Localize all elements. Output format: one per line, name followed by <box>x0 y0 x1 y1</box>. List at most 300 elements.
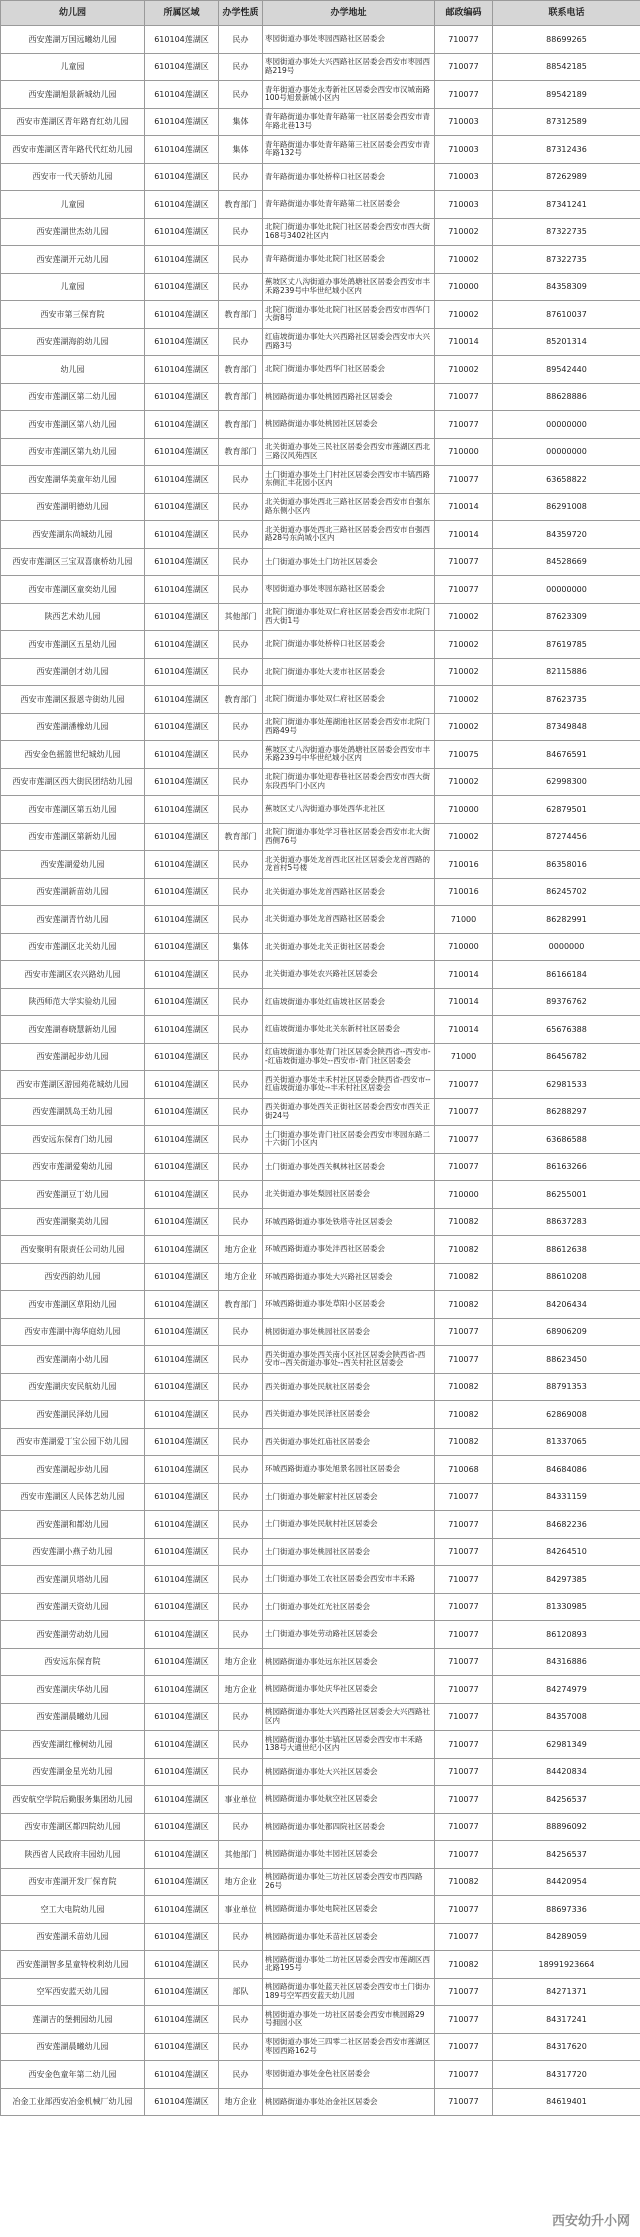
cell-postcode: 710016 <box>435 851 493 879</box>
cell-postcode: 710077 <box>435 1786 493 1814</box>
table-row <box>1 1401 640 1429</box>
cell-postcode: 710077 <box>435 1153 493 1181</box>
cell-kindergarten: 西安莲湖青竹幼儿园 <box>1 906 145 934</box>
cell-postcode: 710014 <box>435 521 493 549</box>
cell-kindergarten: 西安莲湖晨曦幼儿园 <box>1 1703 145 1731</box>
cell-district: 610104莲湖区 <box>145 851 219 879</box>
cell-school-type: 集体 <box>219 108 263 136</box>
cell-district: 610104莲湖区 <box>145 521 219 549</box>
table-row <box>1 823 640 851</box>
table-row <box>1 1841 640 1869</box>
cell-address: 北院门街道办事处桥梓口社区居委会 <box>263 631 435 659</box>
cell-postcode: 710002 <box>435 768 493 796</box>
cell-address: 环城西路街道办事处草阳小区居委会 <box>263 1291 435 1319</box>
cell-kindergarten: 空工大电院幼儿园 <box>1 1896 145 1924</box>
cell-phone: 86163266 <box>493 1153 640 1181</box>
cell-kindergarten: 西安莲湖创才幼儿园 <box>1 658 145 686</box>
cell-kindergarten: 西安莲湖春晓慧新幼儿园 <box>1 1016 145 1044</box>
cell-address: 桃园路街道办事处桃园西路社区居委会 <box>263 383 435 411</box>
cell-kindergarten: 西安莲湖旭景新城幼儿园 <box>1 81 145 109</box>
header-address: 办学地址 <box>263 1 435 26</box>
cell-phone: 89376762 <box>493 988 640 1016</box>
cell-school-type: 民办 <box>219 1428 263 1456</box>
cell-address: 北院门街道办事处莲湖池社区居委会西安市北院门西路49号 <box>263 713 435 741</box>
cell-phone: 84256537 <box>493 1841 640 1869</box>
cell-postcode: 710068 <box>435 1456 493 1484</box>
cell-school-type: 民办 <box>219 1621 263 1649</box>
cell-district: 610104莲湖区 <box>145 906 219 934</box>
cell-school-type: 民办 <box>219 1098 263 1126</box>
cell-district: 610104莲湖区 <box>145 26 219 54</box>
table-row <box>1 108 640 136</box>
cell-phone: 86120893 <box>493 1621 640 1649</box>
cell-postcode: 710077 <box>435 576 493 604</box>
cell-district: 610104莲湖区 <box>145 1318 219 1346</box>
cell-district: 610104莲湖区 <box>145 1538 219 1566</box>
cell-phone: 84256537 <box>493 1786 640 1814</box>
cell-phone: 62879501 <box>493 796 640 824</box>
cell-phone: 86245702 <box>493 878 640 906</box>
cell-district: 610104莲湖区 <box>145 1868 219 1896</box>
cell-postcode: 710014 <box>435 328 493 356</box>
cell-phone: 88896092 <box>493 1813 640 1841</box>
table-row <box>1 383 640 411</box>
cell-school-type: 集体 <box>219 136 263 164</box>
cell-district: 610104莲湖区 <box>145 1263 219 1291</box>
cell-postcode: 710077 <box>435 1758 493 1786</box>
cell-school-type: 民办 <box>219 1593 263 1621</box>
table-row <box>1 1428 640 1456</box>
cell-kindergarten: 陕西省人民政府丰园幼儿园 <box>1 1841 145 1869</box>
table-row <box>1 1538 640 1566</box>
cell-phone: 86358016 <box>493 851 640 879</box>
table-row <box>1 328 640 356</box>
cell-address: 青年街道办事处永寿新社区居委会西安市汉城南路100号旭景新城小区内 <box>263 81 435 109</box>
cell-postcode: 710000 <box>435 796 493 824</box>
table-row <box>1 466 640 494</box>
cell-address: 桃园路街道办事处航空社区居委会 <box>263 1786 435 1814</box>
cell-address: 青年路街道办事处北院门社区居委会 <box>263 246 435 274</box>
cell-kindergarten: 儿童园 <box>1 191 145 219</box>
cell-kindergarten: 西安莲湖爱幼儿园 <box>1 851 145 879</box>
cell-kindergarten: 西安市莲湖区五星幼儿园 <box>1 631 145 659</box>
cell-kindergarten: 西安莲湖禾苗幼儿园 <box>1 1923 145 1951</box>
cell-school-type: 教育部门 <box>219 301 263 329</box>
cell-address: 枣园街道办事处金色社区居委会 <box>263 2061 435 2089</box>
cell-kindergarten: 西安莲湖豆丁幼儿园 <box>1 1181 145 1209</box>
cell-school-type: 民办 <box>219 163 263 191</box>
cell-phone: 18991923664 <box>493 1951 640 1979</box>
table-row <box>1 1346 640 1374</box>
cell-school-type: 教育部门 <box>219 356 263 384</box>
cell-district: 610104莲湖区 <box>145 2088 219 2116</box>
cell-postcode: 710077 <box>435 53 493 81</box>
cell-address: 青年路街道办事处青年路第二社区居委会 <box>263 191 435 219</box>
table-row <box>1 603 640 631</box>
cell-address: 枣园街道办事处大兴西路社区居委会西安市枣园西路219号 <box>263 53 435 81</box>
cell-kindergarten: 西安市莲湖区第九幼儿园 <box>1 438 145 466</box>
cell-phone: 88791353 <box>493 1373 640 1401</box>
cell-address: 桃园路街道办事处远东社区居委会 <box>263 1648 435 1676</box>
table-row <box>1 631 640 659</box>
cell-school-type: 民办 <box>219 273 263 301</box>
cell-postcode: 710077 <box>435 1098 493 1126</box>
cell-address: 北院门街道办事处迎春巷社区居委会西安市西大街东段西华门小区内 <box>263 768 435 796</box>
cell-phone: 88623450 <box>493 1346 640 1374</box>
table-row <box>1 1373 640 1401</box>
table-row <box>1 686 640 714</box>
cell-address: 桃园路街道办事处电院社区居委会 <box>263 1896 435 1924</box>
cell-postcode: 710082 <box>435 1208 493 1236</box>
cell-address: 桃园路街道办事处大兴西路社区居委会大兴西路社区内 <box>263 1703 435 1731</box>
cell-postcode: 710000 <box>435 933 493 961</box>
table-row <box>1 53 640 81</box>
cell-district: 610104莲湖区 <box>145 1648 219 1676</box>
cell-district: 610104莲湖区 <box>145 218 219 246</box>
cell-district: 610104莲湖区 <box>145 81 219 109</box>
cell-postcode: 710003 <box>435 136 493 164</box>
cell-phone: 87349848 <box>493 713 640 741</box>
cell-school-type: 民办 <box>219 246 263 274</box>
cell-phone: 84316886 <box>493 1648 640 1676</box>
table-body <box>1 26 640 2116</box>
cell-phone: 89542189 <box>493 81 640 109</box>
cell-district: 610104莲湖区 <box>145 1043 219 1071</box>
cell-district: 610104莲湖区 <box>145 1346 219 1374</box>
cell-address: 桃园路街道办事处二坊社区居委会西安市莲湖区西北路195号 <box>263 1951 435 1979</box>
table-row <box>1 1098 640 1126</box>
cell-district: 610104莲湖区 <box>145 356 219 384</box>
cell-district: 610104莲湖区 <box>145 1153 219 1181</box>
cell-kindergarten: 西安市莲湖区农兴路幼儿园 <box>1 961 145 989</box>
cell-district: 610104莲湖区 <box>145 493 219 521</box>
cell-kindergarten: 西安航空学院后勤服务集团幼儿园 <box>1 1786 145 1814</box>
cell-school-type: 教育部门 <box>219 191 263 219</box>
cell-address: 桃园街道办事处一坊社区居委会西安市桃园路29号拥园小区 <box>263 2006 435 2034</box>
cell-phone: 87262989 <box>493 163 640 191</box>
cell-phone: 84317720 <box>493 2061 640 2089</box>
table-row <box>1 548 640 576</box>
cell-kindergarten: 西安远东保育门幼儿园 <box>1 1126 145 1154</box>
cell-district: 610104莲湖区 <box>145 1896 219 1924</box>
cell-phone: 81330985 <box>493 1593 640 1621</box>
table-row <box>1 521 640 549</box>
cell-school-type: 民办 <box>219 988 263 1016</box>
cell-postcode: 710003 <box>435 163 493 191</box>
cell-district: 610104莲湖区 <box>145 273 219 301</box>
cell-school-type: 教育部门 <box>219 438 263 466</box>
cell-school-type: 部队 <box>219 1978 263 2006</box>
table-header-row <box>1 1 640 26</box>
cell-phone: 86255001 <box>493 1181 640 1209</box>
table-row <box>1 1758 640 1786</box>
cell-postcode: 710082 <box>435 1868 493 1896</box>
cell-district: 610104莲湖区 <box>145 1098 219 1126</box>
table-row <box>1 301 640 329</box>
cell-school-type: 教育部门 <box>219 1291 263 1319</box>
cell-postcode: 710002 <box>435 658 493 686</box>
cell-school-type: 民办 <box>219 1401 263 1429</box>
header-phone: 联系电话 <box>493 1 640 26</box>
cell-phone: 88612638 <box>493 1236 640 1264</box>
cell-kindergarten: 西安市莲湖开发厂保育院 <box>1 1868 145 1896</box>
table-row <box>1 218 640 246</box>
cell-district: 610104莲湖区 <box>145 1593 219 1621</box>
cell-phone: 84317241 <box>493 2006 640 2034</box>
cell-address: 红庙坡街道办事处大兴西路社区居委会西安市大兴西路3号 <box>263 328 435 356</box>
cell-school-type: 民办 <box>219 1538 263 1566</box>
cell-district: 610104莲湖区 <box>145 988 219 1016</box>
cell-district: 610104莲湖区 <box>145 576 219 604</box>
cell-district: 610104莲湖区 <box>145 768 219 796</box>
cell-phone: 87341241 <box>493 191 640 219</box>
table-row <box>1 411 640 439</box>
cell-address: 桃园路街道办事处丰镐社区居委会西安市丰禾路138号大通世纪小区内 <box>263 1731 435 1759</box>
cell-district: 610104莲湖区 <box>145 1786 219 1814</box>
cell-phone: 85201314 <box>493 328 640 356</box>
cell-postcode: 710082 <box>435 1263 493 1291</box>
table-row <box>1 1923 640 1951</box>
cell-address: 西关街道办事处民泽社区居委会 <box>263 1401 435 1429</box>
cell-kindergarten: 西安莲湖智多星童特校利幼儿园 <box>1 1951 145 1979</box>
cell-school-type: 民办 <box>219 1126 263 1154</box>
cell-postcode: 710003 <box>435 108 493 136</box>
cell-address: 北院门街道办事处学习巷社区居委会西安市北大街西侧76号 <box>263 823 435 851</box>
cell-school-type: 民办 <box>219 1951 263 1979</box>
cell-postcode: 710000 <box>435 438 493 466</box>
cell-phone: 87623309 <box>493 603 640 631</box>
cell-kindergarten: 西安市莲湖区青年路育红幼儿园 <box>1 108 145 136</box>
cell-address: 北院门街道办事处大麦市社区居委会 <box>263 658 435 686</box>
cell-kindergarten: 西安市莲湖区北关幼儿园 <box>1 933 145 961</box>
cell-phone: 84420834 <box>493 1758 640 1786</box>
cell-kindergarten: 西安市莲湖区游园苑花城幼儿园 <box>1 1071 145 1099</box>
cell-district: 610104莲湖区 <box>145 1236 219 1264</box>
cell-address: 北关街道办事处梨园社区居委会 <box>263 1181 435 1209</box>
cell-postcode: 710014 <box>435 493 493 521</box>
cell-school-type: 民办 <box>219 1731 263 1759</box>
cell-kindergarten: 西安莲湖海韵幼儿园 <box>1 328 145 356</box>
cell-kindergarten: 西安莲湖南小幼儿园 <box>1 1346 145 1374</box>
cell-kindergarten: 西安市一代天骄幼儿园 <box>1 163 145 191</box>
table-row <box>1 1868 640 1896</box>
cell-kindergarten: 西安市莲湖中海华庭幼儿园 <box>1 1318 145 1346</box>
cell-postcode: 710077 <box>435 1126 493 1154</box>
cell-district: 610104莲湖区 <box>145 961 219 989</box>
cell-address: 青年路街道办事处桥梓口社区居委会 <box>263 163 435 191</box>
cell-address: 枣园街道办事处枣园西路社区居委会 <box>263 26 435 54</box>
cell-kindergarten: 西安市莲湖区童奕幼儿园 <box>1 576 145 604</box>
cell-address: 西关街道办事处红庙社区居委会 <box>263 1428 435 1456</box>
cell-postcode: 710077 <box>435 1538 493 1566</box>
cell-phone: 87274456 <box>493 823 640 851</box>
cell-address: 北关街道办事处农兴路社区居委会 <box>263 961 435 989</box>
cell-kindergarten: 西安市莲湖区三宝双喜康桥幼儿园 <box>1 548 145 576</box>
cell-phone: 86282991 <box>493 906 640 934</box>
cell-postcode: 710077 <box>435 1346 493 1374</box>
cell-postcode: 710016 <box>435 878 493 906</box>
cell-district: 610104莲湖区 <box>145 1456 219 1484</box>
cell-address: 桃园路街道办事处冶金社区居委会 <box>263 2088 435 2116</box>
cell-kindergarten: 西安莲湖世杰幼儿园 <box>1 218 145 246</box>
cell-school-type: 民办 <box>219 2033 263 2061</box>
cell-phone: 87322735 <box>493 246 640 274</box>
cell-phone: 62981533 <box>493 1071 640 1099</box>
table-row <box>1 1621 640 1649</box>
cell-address: 北院门街道办事处双仁府社区居委会西安市北院门西大街1号 <box>263 603 435 631</box>
cell-phone: 87619785 <box>493 631 640 659</box>
table-row <box>1 1593 640 1621</box>
cell-district: 610104莲湖区 <box>145 1071 219 1099</box>
table-row <box>1 1208 640 1236</box>
table-row <box>1 1703 640 1731</box>
cell-district: 610104莲湖区 <box>145 603 219 631</box>
cell-address: 桃园路街道办事处蓝天社区居委会西安市土门街办189号空军西安蓝天幼儿园 <box>263 1978 435 2006</box>
cell-address: 土门街道办事处土门村社区居委会西安市丰镐西路东侧汇丰花园小区内 <box>263 466 435 494</box>
cell-kindergarten: 西安市莲湖爱丁宝公园下幼儿园 <box>1 1428 145 1456</box>
cell-postcode: 710077 <box>435 1676 493 1704</box>
cell-school-type: 民办 <box>219 1758 263 1786</box>
cell-phone: 84359720 <box>493 521 640 549</box>
cell-address: 北关街道办事处北关正街社区居委会 <box>263 933 435 961</box>
cell-address: 北关街道办事处三民社区居委会西安市莲湖区西北三路汉风苑西区 <box>263 438 435 466</box>
cell-address: 西关街道办事处西关南小区社区居委会陕西省-西安市--西关街道办事处--西关村社区居委会 <box>263 1346 435 1374</box>
cell-phone: 63658822 <box>493 466 640 494</box>
cell-school-type: 民办 <box>219 741 263 769</box>
cell-postcode: 710077 <box>435 548 493 576</box>
table-row <box>1 1456 640 1484</box>
cell-school-type: 地方企业 <box>219 1263 263 1291</box>
cell-postcode: 710077 <box>435 26 493 54</box>
cell-kindergarten: 西安市第三保育院 <box>1 301 145 329</box>
cell-school-type: 民办 <box>219 658 263 686</box>
cell-postcode: 710082 <box>435 1291 493 1319</box>
cell-school-type: 事业单位 <box>219 1786 263 1814</box>
cell-district: 610104莲湖区 <box>145 136 219 164</box>
cell-postcode: 710077 <box>435 1566 493 1594</box>
cell-school-type: 民办 <box>219 218 263 246</box>
cell-district: 610104莲湖区 <box>145 2033 219 2061</box>
cell-kindergarten: 儿童园 <box>1 273 145 301</box>
cell-school-type: 民办 <box>219 1043 263 1071</box>
table-row <box>1 1786 640 1814</box>
cell-phone: 84528669 <box>493 548 640 576</box>
cell-school-type: 民办 <box>219 713 263 741</box>
cell-school-type: 民办 <box>219 493 263 521</box>
cell-phone: 84289059 <box>493 1923 640 1951</box>
cell-district: 610104莲湖区 <box>145 246 219 274</box>
cell-postcode: 710002 <box>435 713 493 741</box>
cell-address: 桃园街道办事处桃园社区居委会 <box>263 1318 435 1346</box>
cell-kindergarten: 陕西艺术幼儿园 <box>1 603 145 631</box>
cell-address: 土门街道办事处解家村社区居委会 <box>263 1483 435 1511</box>
cell-school-type: 教育部门 <box>219 686 263 714</box>
table-row <box>1 273 640 301</box>
cell-kindergarten: 西安莲湖华美童年幼儿园 <box>1 466 145 494</box>
cell-postcode: 710002 <box>435 631 493 659</box>
cell-postcode: 710002 <box>435 356 493 384</box>
cell-district: 610104莲湖区 <box>145 1291 219 1319</box>
cell-address: 环城西路街道办事处铁塔寺社区居委会 <box>263 1208 435 1236</box>
table-row <box>1 356 640 384</box>
header-kindergarten: 幼儿园 <box>1 1 145 26</box>
cell-address: 桃园路街道办事处丰园社区居委会 <box>263 1841 435 1869</box>
cell-phone: 84274979 <box>493 1676 640 1704</box>
cell-kindergarten: 西安莲湖民泽幼儿园 <box>1 1401 145 1429</box>
table-row <box>1 1731 640 1759</box>
cell-district: 610104莲湖区 <box>145 1428 219 1456</box>
cell-phone: 87322735 <box>493 218 640 246</box>
cell-kindergarten: 西安莲湖庆华幼儿园 <box>1 1676 145 1704</box>
table-row <box>1 906 640 934</box>
cell-school-type: 民办 <box>219 1566 263 1594</box>
cell-postcode: 710082 <box>435 1236 493 1264</box>
cell-postcode: 710077 <box>435 1071 493 1099</box>
cell-kindergarten: 西安市莲湖区都四院幼儿园 <box>1 1813 145 1841</box>
cell-phone: 87312589 <box>493 108 640 136</box>
table-row <box>1 26 640 54</box>
cell-district: 610104莲湖区 <box>145 548 219 576</box>
cell-postcode: 71000 <box>435 1043 493 1071</box>
cell-postcode: 710077 <box>435 1511 493 1539</box>
cell-address: 土门街道办事处劳动路社区居委会 <box>263 1621 435 1649</box>
cell-address: 蕉坡区丈八沟街道办事处西华北社区 <box>263 796 435 824</box>
cell-school-type: 民办 <box>219 1153 263 1181</box>
cell-kindergarten: 西安莲湖晨曦幼儿园 <box>1 2033 145 2061</box>
cell-district: 610104莲湖区 <box>145 2061 219 2089</box>
cell-district: 610104莲湖区 <box>145 438 219 466</box>
cell-address: 桃园路街道办事处三坊社区居委会西安市西四路26号 <box>263 1868 435 1896</box>
cell-postcode: 71000 <box>435 906 493 934</box>
cell-address: 西关街道办事处民航社区居委会 <box>263 1373 435 1401</box>
cell-district: 610104莲湖区 <box>145 878 219 906</box>
cell-postcode: 710077 <box>435 1703 493 1731</box>
cell-address: 环城西路街道办事处旭景名园社区居委会 <box>263 1456 435 1484</box>
cell-postcode: 710077 <box>435 1731 493 1759</box>
cell-kindergarten: 西安莲湖金星光幼儿园 <box>1 1758 145 1786</box>
cell-kindergarten: 西安市莲湖区第二幼儿园 <box>1 383 145 411</box>
cell-district: 610104莲湖区 <box>145 1758 219 1786</box>
cell-phone: 84676591 <box>493 741 640 769</box>
cell-postcode: 710082 <box>435 1373 493 1401</box>
cell-postcode: 710077 <box>435 466 493 494</box>
cell-district: 610104莲湖区 <box>145 1483 219 1511</box>
cell-phone: 88542185 <box>493 53 640 81</box>
cell-kindergarten: 西安莲湖明德幼儿园 <box>1 493 145 521</box>
cell-kindergarten: 西安金色摇篮世纪城幼儿园 <box>1 741 145 769</box>
cell-address: 土门街道办事处红光社区居委会 <box>263 1593 435 1621</box>
cell-postcode: 710002 <box>435 301 493 329</box>
cell-phone: 84264510 <box>493 1538 640 1566</box>
cell-postcode: 710077 <box>435 1318 493 1346</box>
table-row <box>1 768 640 796</box>
cell-school-type: 民办 <box>219 1016 263 1044</box>
cell-phone: 89542440 <box>493 356 640 384</box>
cell-address: 西关街道办事处西关正街社区居委会西安市西关正街24号 <box>263 1098 435 1126</box>
cell-address: 北关街道办事处西北三路社区居委会西安市自强东路东侧小区内 <box>263 493 435 521</box>
cell-postcode: 710077 <box>435 2088 493 2116</box>
cell-address: 北关街道办事处龙首西路社区居委会 <box>263 878 435 906</box>
cell-phone: 86288297 <box>493 1098 640 1126</box>
cell-address: 红庙坡街道办事处红庙坡社区居委会 <box>263 988 435 1016</box>
cell-school-type: 民办 <box>219 961 263 989</box>
cell-phone: 84420954 <box>493 1868 640 1896</box>
table-row <box>1 1813 640 1841</box>
cell-school-type: 地方企业 <box>219 2088 263 2116</box>
cell-address: 桃园路街道办事处禾苗社区居委会 <box>263 1923 435 1951</box>
cell-postcode: 710077 <box>435 1483 493 1511</box>
cell-postcode: 710077 <box>435 1978 493 2006</box>
